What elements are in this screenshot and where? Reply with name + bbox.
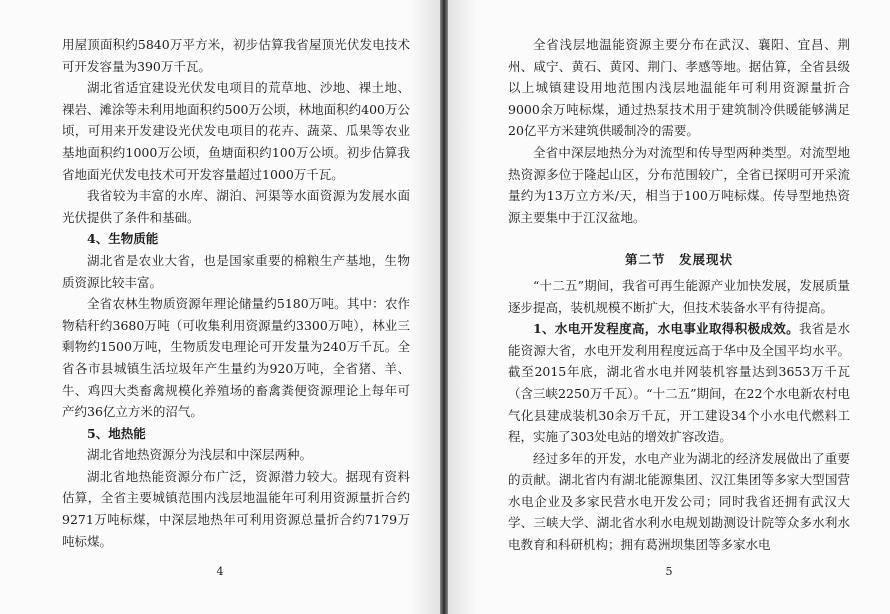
page-number-right: 5 [665, 565, 673, 578]
continuation-paragraph: 用屋顶面积约5840万平方米，初步估算我省屋顶光伏发电技术可开发容量为390万千瓦。 [62, 37, 410, 74]
left-page [0, 0, 440, 614]
geothermal-heading: 5、地热能 [87, 425, 146, 441]
biomass-detail-paragraph: 全省农林生物质资源年理论储量约5180万吨。其中：农作物秸秆约3680万吨（可收集利用资源量约3300万吨），林业三剩物约1500万吨，生物质发电理论可开发量为240万千瓦。全省各市县城镇生活垃圾年产生量约为920万吨，全省猪、羊、牛、鸡四大类畜禽规模化养殖场的畜禽粪便资源理论上每年可产约36亿立方米的沼气。 [62, 296, 410, 420]
deep-geothermal-paragraph: 全省中深层地热分为对流型和传导型两种类型。对流型地热资源多位于隆起山区，分布范围较广，全省已探明可开采流量约为13万立方米/天，相当于100万吨标煤。传导型地热资源主要集中于江汉盆地。 [508, 144, 850, 225]
hydro-paragraph [508, 318, 850, 448]
geothermal-detail-paragraph: 湖北省地热能资源分布广泛，资源潜力较大。据现有资料估算，全省主要城镇范围内浅层地温能年可利用资源量折合约9271万吨标煤，中深层地热年可利用资源总量折合约7179万吨标煤。 [62, 468, 410, 549]
water-solar-paragraph: 我省较为丰富的水库、湖泊、河渠等水面资源为发展水面光伏提供了条件和基础。 [62, 188, 410, 225]
biomass-heading: 4、生物质能 [87, 231, 159, 247]
right-page [448, 0, 890, 614]
hydro-body: 我省是水能资源大省，水电开发利用程度远高于华中及全国平均水平。截至2015年底，湖北省水电并网装机容量达到3653万千瓦（含三峡2250万千瓦）。“十二五”期间，在22个水电新农村电气化县建成装机30余万千瓦，开工建设34个小水电代燃料工程，实施了303处电站的增效扩容改造。 [508, 321, 850, 445]
hydro-history-paragraph: 经过多年的开发，水电产业为湖北的经济发展做出了重要的贡献。湖北省内有湖北能源集团、汉江集团等多家大型国营水电企业及多家民营水电开发公司；同时我省还拥有武汉大学、三峡大学、湖北省水利水电规划勘测设计院等众多水利水电教育和科研机构；拥有葛洲坝集团等多家水电 [508, 450, 850, 553]
biomass-intro-paragraph: 湖北省是农业大省，也是国家重要的棉粮生产基地，生物质资源比较丰富。 [62, 252, 410, 290]
overview-paragraph: “十二五”期间，我省可再生能源产业加快发展，发展质量逐步提高，装机规模不断扩大，但技术装备水平有待提高。 [508, 277, 850, 315]
page-number-left: 4 [216, 565, 224, 578]
section-title: 第二节 发展现状 [624, 252, 733, 268]
land-solar-paragraph: 湖北省适宜建设光伏发电项目的荒草地、沙地、裸土地、裸岩、滩涂等未利用地面积约500万公顷，林地面积约400万公顷，可用来开发建设光伏发电项目的花卉、蔬菜、瓜果等农业基地面积约1000万公顷，鱼塘面积约100万公顷。初步估算我省地面光伏发电技术可开发容量超过1000万千瓦。 [62, 80, 410, 182]
hydro-lead: 1、水电开发程度高，水电事业取得积极成效。 [533, 321, 799, 337]
shallow-geothermal-paragraph: 全省浅层地温能资源主要分布在武汉、襄阳、宜昌、荆州、咸宁、黄石、黄冈、荆门、孝感等地。据估算，全省县级以上城镇建设用地范围内浅层地温能年可利用资源量折合9000余万吨标煤，通过热泵技术用于建筑制冷供暖能够满足20亿平方米建筑供暖制冷的需要。 [508, 37, 850, 139]
book-gutter [440, 0, 448, 614]
geothermal-types-paragraph: 湖北省地热资源分为浅层和中深层两种。 [87, 447, 313, 463]
